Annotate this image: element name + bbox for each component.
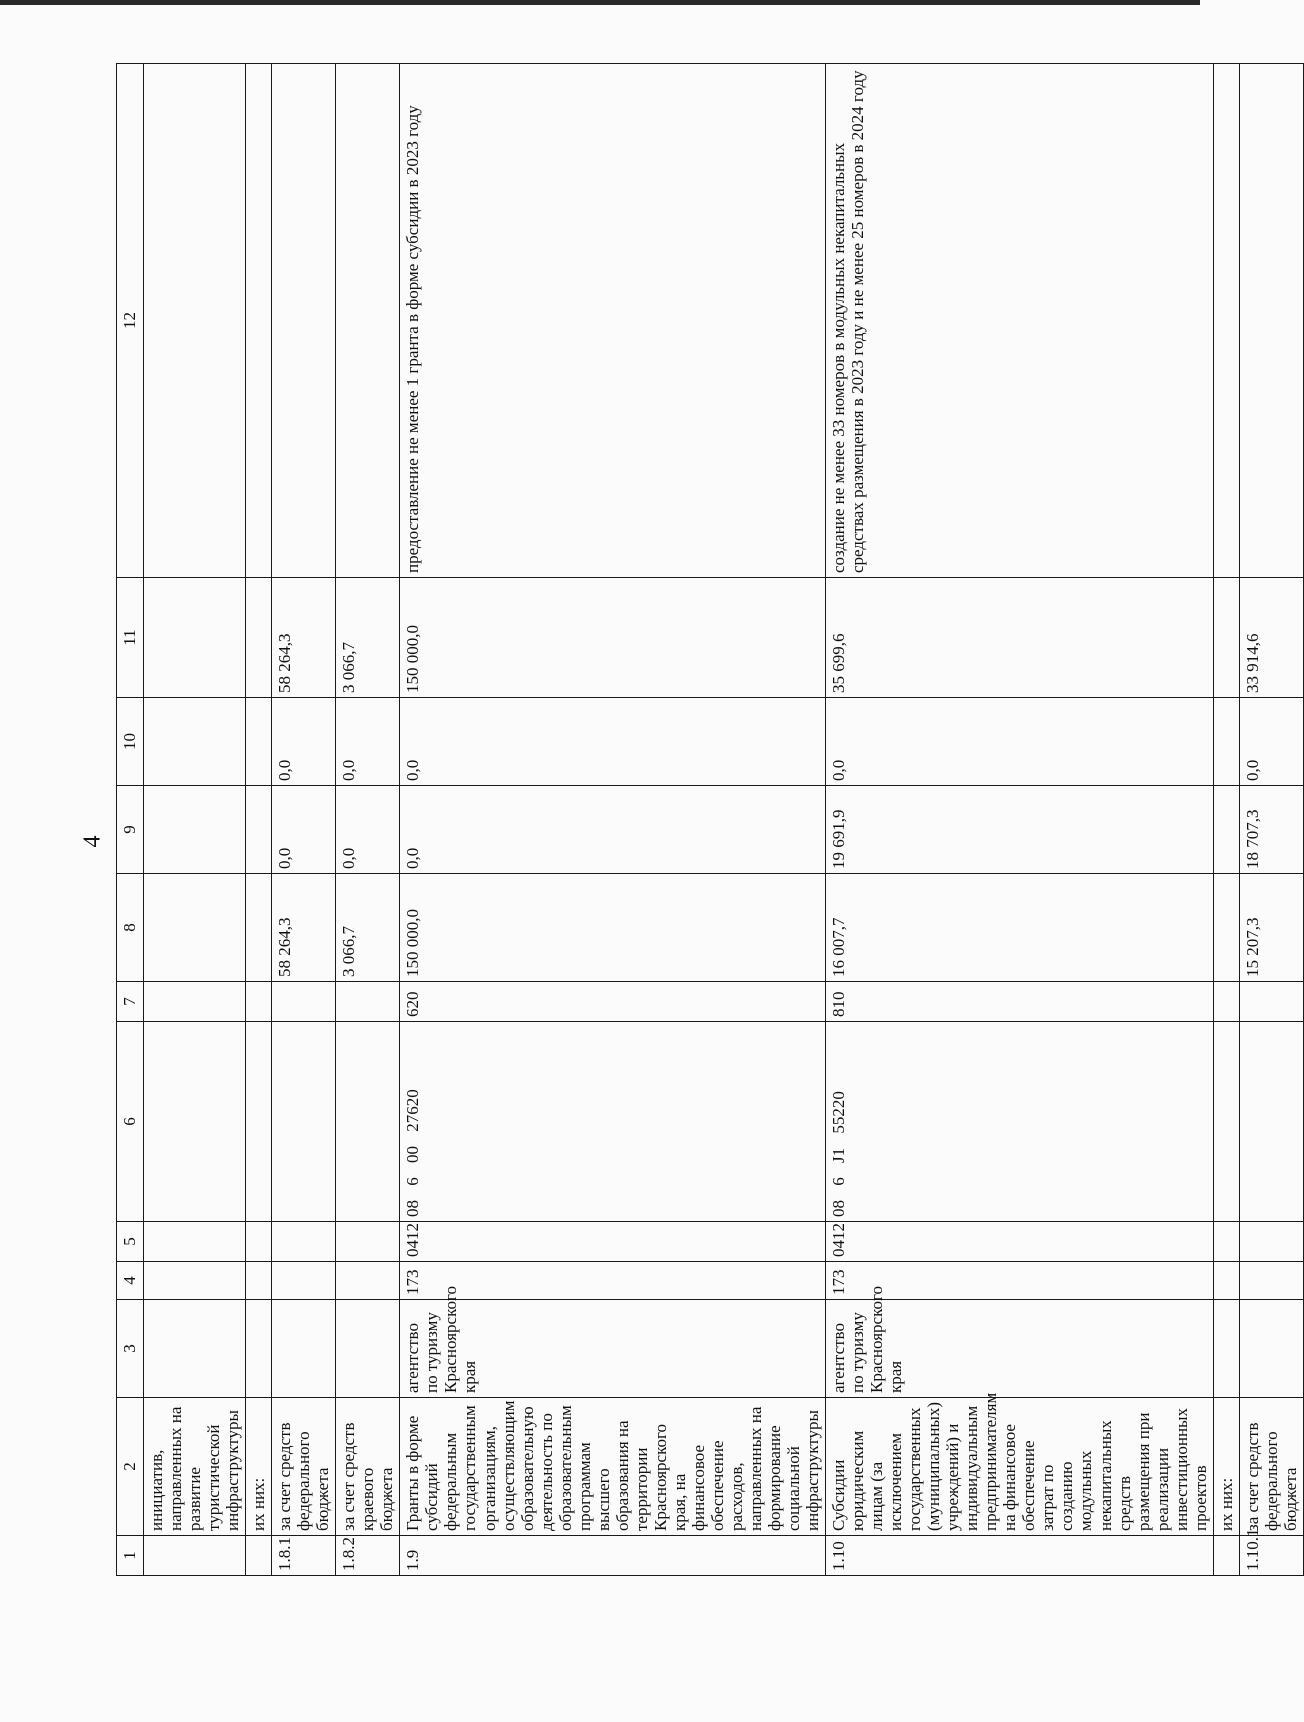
data-table [116,63,1304,1576]
amount-col8: 16 007,7 [826,874,1214,982]
amount-col10: 0,0 [1239,698,1303,786]
header-row [117,64,144,1576]
table-row [826,64,1214,1576]
expense-type-code [1213,982,1239,1022]
row-number [1213,1536,1239,1576]
amount-total: 58 264,3 [272,578,336,698]
header-cell: 7 [117,982,144,1022]
row-number: 1.10 [826,1536,1214,1576]
section-code: 0412 [826,1222,1214,1262]
amount-col10 [144,698,246,786]
section-code [144,1222,246,1262]
grbs-code [336,1262,400,1300]
executor-cell [1213,1300,1239,1398]
executor-cell [336,1300,400,1398]
executor-cell [144,1300,246,1398]
expected-result [246,64,272,578]
expected-result: создание не менее 33 номеров в модульных некапитальных средствах размещения в 2023 году и не менее 25 номеров в 2024 году [826,64,1214,578]
target-article-code [246,1022,272,1222]
amount-col10 [1213,698,1239,786]
row-description: их них: [246,1398,272,1536]
section-code [1213,1222,1239,1262]
expense-type-code [272,982,336,1022]
row-number: 1.10.1 [1239,1536,1303,1576]
grbs-code [1239,1262,1303,1300]
target-article-code [272,1022,336,1222]
header-cell: 12 [117,64,144,578]
target-article-code [1213,1022,1239,1222]
executor-cell [246,1300,272,1398]
expected-result: предоставление не менее 1 гранта в форме субсидии в 2023 году [400,64,826,578]
expected-result [144,64,246,578]
amount-col9 [246,786,272,874]
target-article-code: 08 6 00 27620 [400,1022,826,1222]
row-number [144,1536,246,1576]
amount-col8: 58 264,3 [272,874,336,982]
executor-cell: агентство по туризму Красноярского края [400,1300,826,1398]
amount-col10: 0,0 [336,698,400,786]
amount-col9 [144,786,246,874]
table-row [400,64,826,1576]
row-description: за счет средств федерального бюджета [272,1398,336,1536]
expected-result [1239,64,1303,578]
executor-cell: агентство по туризму Красноярского края [826,1300,1214,1398]
amount-total: 33 914,6 [1239,578,1303,698]
amount-total: 35 699,6 [826,578,1214,698]
header-cell: 1 [117,1536,144,1576]
header-cell: 3 [117,1300,144,1398]
amount-total [1213,578,1239,698]
header-cell: 5 [117,1222,144,1262]
expense-type-code: 620 [400,982,826,1022]
amount-col9: 0,0 [272,786,336,874]
row-number [246,1536,272,1576]
row-description: инициатив, направленных на развитие туристической инфраструктуры [144,1398,246,1536]
section-code [246,1222,272,1262]
header-cell: 11 [117,578,144,698]
section-code [336,1222,400,1262]
section-code [1239,1222,1303,1262]
amount-col8: 15 207,3 [1239,874,1303,982]
amount-col9: 19 691,9 [826,786,1214,874]
grbs-code: 173 [826,1262,1214,1300]
row-description: за счет средств федерального бюджета [1239,1398,1303,1536]
header-cell: 2 [117,1398,144,1536]
row-number: 1.8.2 [336,1536,400,1576]
target-article-code: 08 6 J1 55220 [826,1022,1214,1222]
page-number: 4 [79,835,106,848]
expected-result [1213,64,1239,578]
amount-col9: 0,0 [336,786,400,874]
grbs-code: 173 [400,1262,826,1300]
header-cell: 10 [117,698,144,786]
target-article-code [144,1022,246,1222]
expense-type-code [336,982,400,1022]
rotated-table-container [116,64,1300,1576]
expected-result [272,64,336,578]
section-code: 0412 [400,1222,826,1262]
row-description: Гранты в форме субсидий федеральным государственным организациям, осуществляющим образовательную деятельность по образовательным программам высшего образования на территории Красноярского края, на финансовое обеспечение расходов, направленных на формирование социальной инфраструктуры [400,1398,826,1536]
table-row [1213,64,1239,1576]
amount-total [144,578,246,698]
table-row [272,64,336,1576]
amount-col10: 0,0 [400,698,826,786]
amount-col8 [246,874,272,982]
table-row [144,64,246,1576]
amount-col9 [1213,786,1239,874]
row-number: 1.8.1 [272,1536,336,1576]
grbs-code [246,1262,272,1300]
executor-cell [272,1300,336,1398]
expense-type-code [246,982,272,1022]
row-description: Субсидии юридическим лицам (за исключением государственных (муниципальных) учреждений) и индивидуальным предпринимателям на финансовое обеспечение затрат по созданию модульных некапитальных средств размещения при реализации инвестиционных проектов [826,1398,1214,1536]
row-number: 1.9 [400,1536,826,1576]
executor-cell [1239,1300,1303,1398]
grbs-code [144,1262,246,1300]
table-row [246,64,272,1576]
amount-col10 [246,698,272,786]
amount-col8: 150 000,0 [400,874,826,982]
expected-result [336,64,400,578]
target-article-code [336,1022,400,1222]
header-cell: 4 [117,1262,144,1300]
grbs-code [1213,1262,1239,1300]
expense-type-code [144,982,246,1022]
table-row [1239,64,1303,1576]
target-article-code [1239,1022,1303,1222]
header-cell: 6 [117,1022,144,1222]
amount-total [246,578,272,698]
amount-col8: 3 066,7 [336,874,400,982]
amount-col9: 18 707,3 [1239,786,1303,874]
header-cell: 9 [117,786,144,874]
amount-col8 [1213,874,1239,982]
scan-edge [0,0,1200,5]
section-code [272,1222,336,1262]
amount-total: 3 066,7 [336,578,400,698]
amount-col10: 0,0 [826,698,1214,786]
amount-col8 [144,874,246,982]
amount-col9: 0,0 [400,786,826,874]
row-description: за счет средств краевого бюджета [336,1398,400,1536]
expense-type-code: 810 [826,982,1214,1022]
grbs-code [272,1262,336,1300]
amount-col10: 0,0 [272,698,336,786]
header-cell: 8 [117,874,144,982]
expense-type-code [1239,982,1303,1022]
row-description: их них: [1213,1398,1239,1536]
amount-total: 150 000,0 [400,578,826,698]
table-row [336,64,400,1576]
